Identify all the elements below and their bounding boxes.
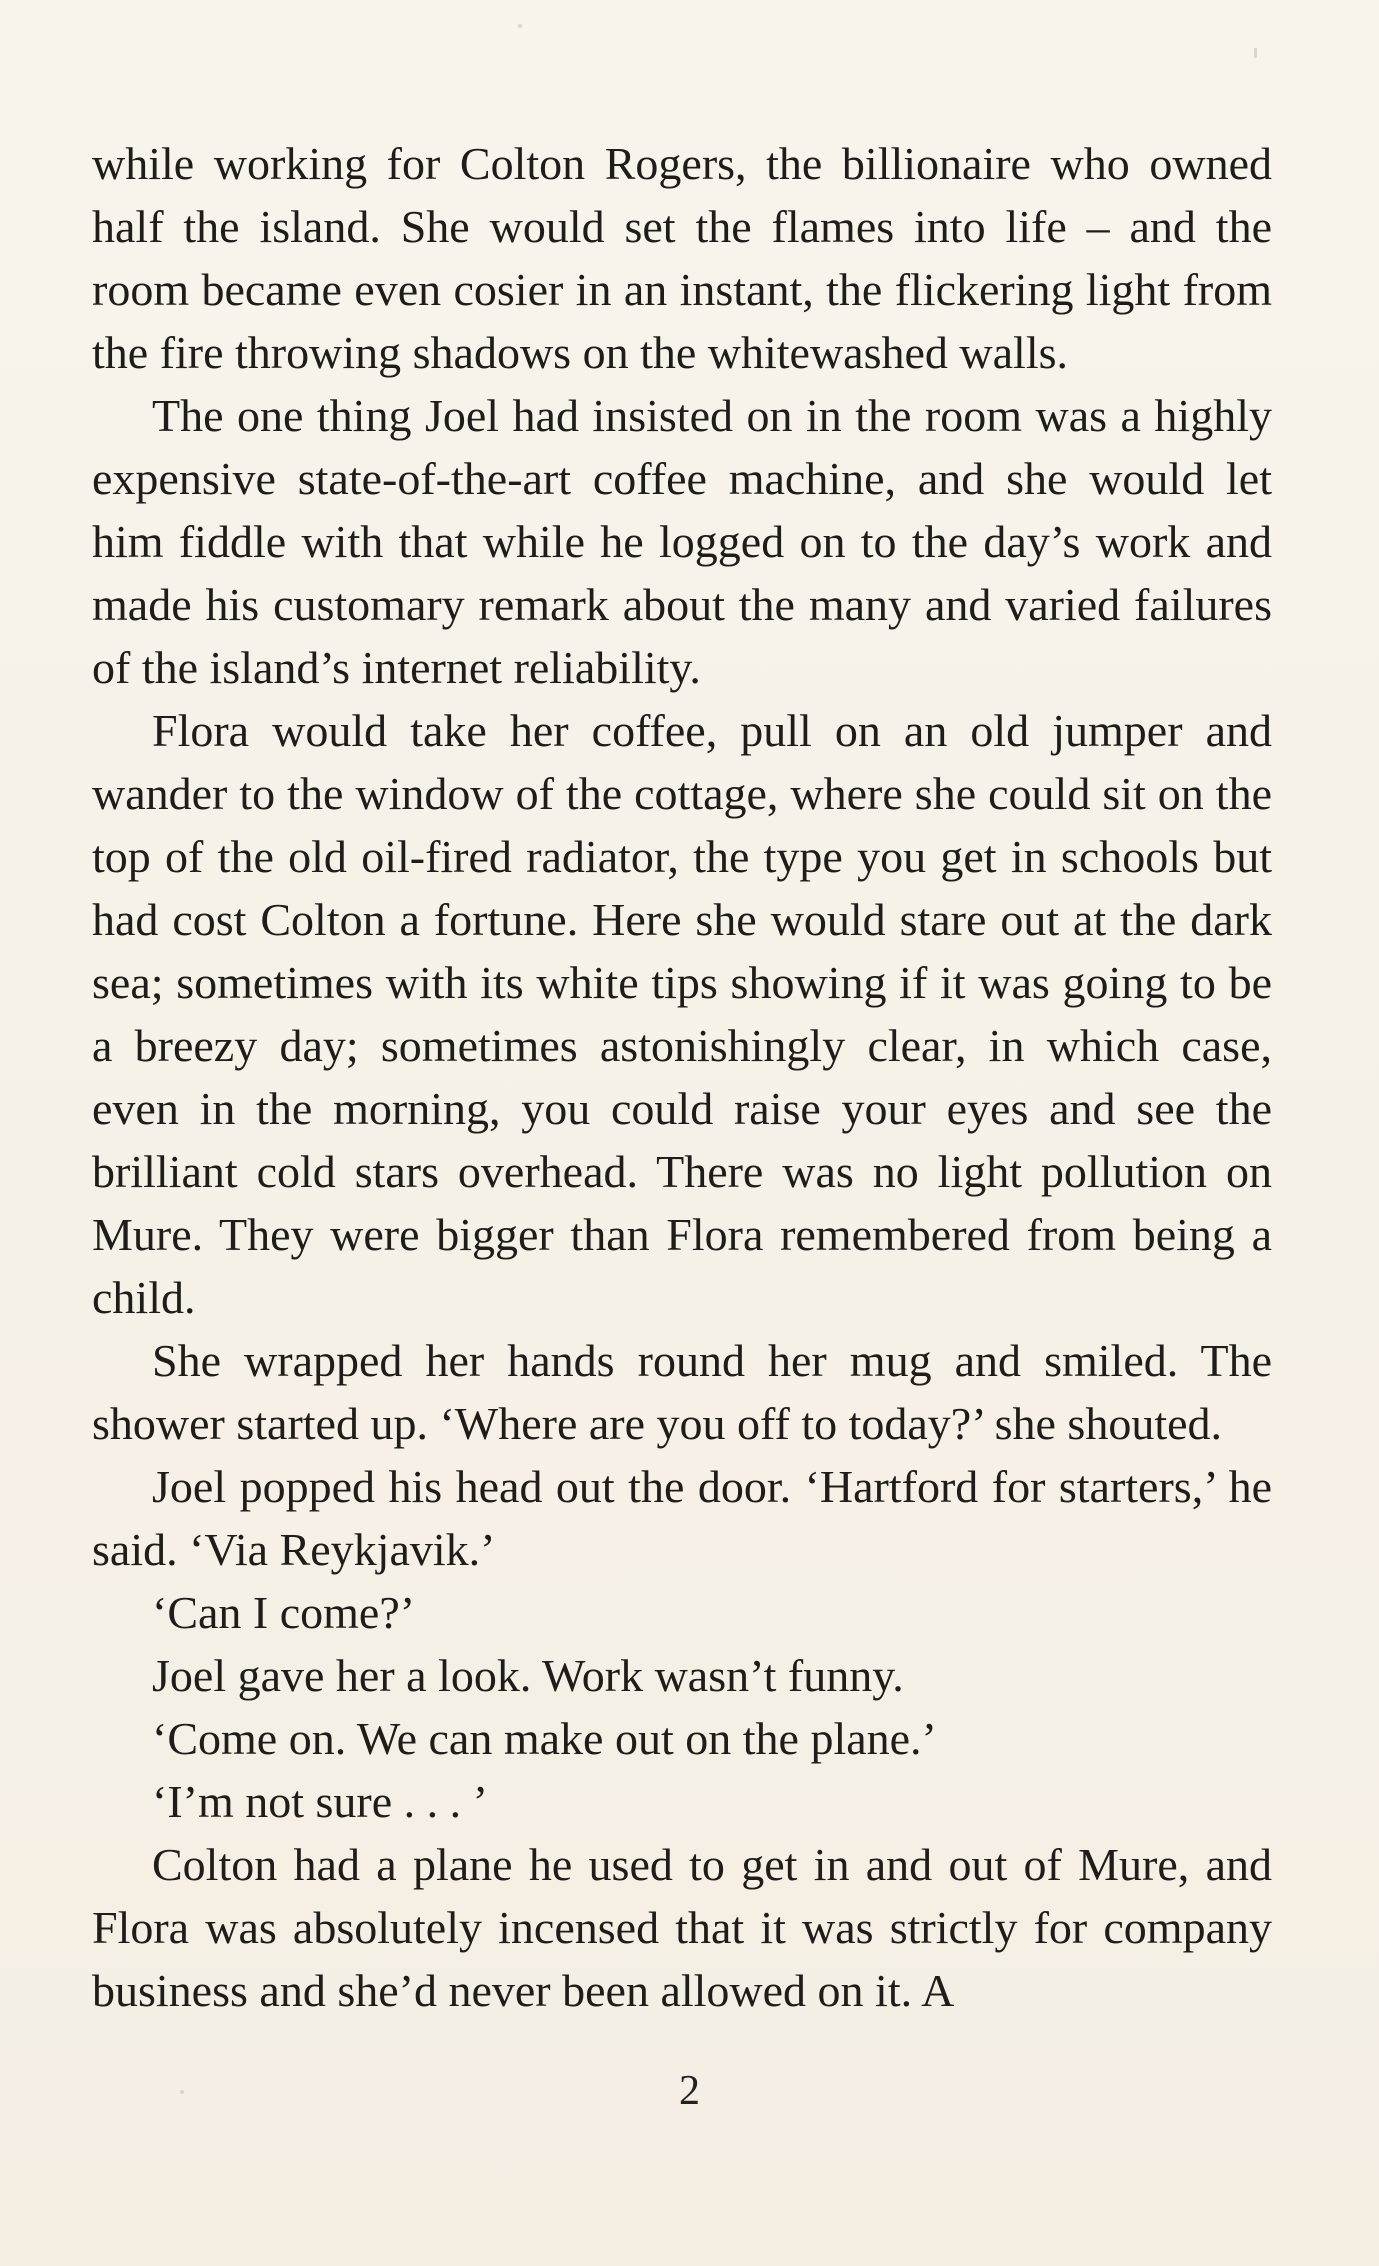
paragraph: Colton had a plane he used to get in and out of Mure, and Flora was absolutely incensed that it was strictly for company business and she’d never been allowed on it. A xyxy=(92,1839,1272,2016)
paragraph: ‘Can I come?’ xyxy=(152,1587,416,1638)
paragraph: Flora would take her coffee, pull on an old jumper and wander to the window of the cottage, where she could sit on the top of the old oil-fired radiator, the type you get in schools but had cost Colton a fortune. Here she would stare out at the dark sea; sometimes with its white tips showing if it was going to be a breezy day; sometimes astonishingly clear, in which case, even in the morning, you could raise your eyes and see the brilliant cold stars overhead. There was no light pollution on Mure. They were bigger than Flora remembered from being a child. xyxy=(92,705,1272,1323)
paragraph: The one thing Joel had insisted on in the room was a highly expensive state-of-the-art coffee machine, and she would let him fiddle with that while he logged on to the day’s work and made his customary remark about the many and varied failures of the island’s internet reliability. xyxy=(92,390,1272,693)
paragraph: ‘I’m not sure . . . ’ xyxy=(152,1776,488,1827)
paragraph: while working for Colton Rogers, the billionaire who owned half the island. She would set the flames into life – and the room became even cosier in an instant, the flickering light from the fire throwing shadows on the whitewashed walls. xyxy=(92,138,1272,378)
paragraph: Joel gave her a look. Work wasn’t funny. xyxy=(152,1650,904,1701)
paper-speck xyxy=(518,24,522,28)
paper-speck xyxy=(1254,48,1257,58)
page-number: 2 xyxy=(679,2068,700,2114)
body-text xyxy=(92,132,1272,2022)
paragraph: Joel popped his head out the door. ‘Hartford for starters,’ he said. ‘Via Reykjavik.’ xyxy=(92,1461,1272,1575)
paragraph: She wrapped her hands round her mug and smiled. The shower started up. ‘Where are you off to today?’ she shouted. xyxy=(92,1335,1272,1449)
paragraph: ‘Come on. We can make out on the plane.’ xyxy=(152,1713,937,1764)
